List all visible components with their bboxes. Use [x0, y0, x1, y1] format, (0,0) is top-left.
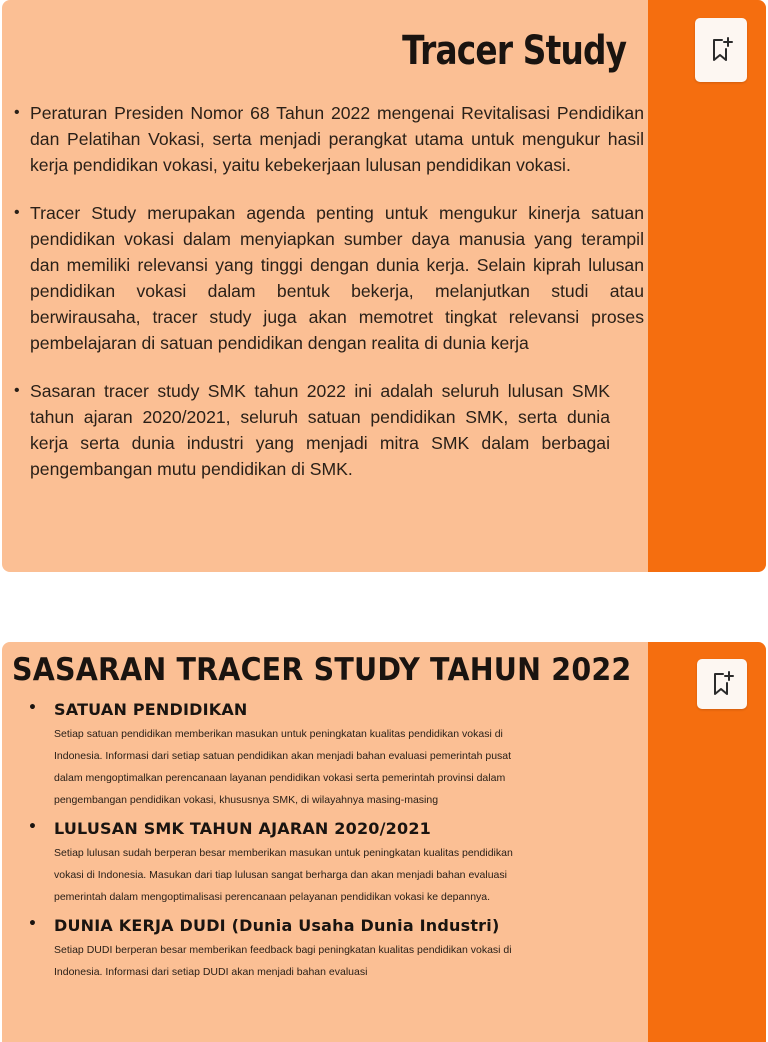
section-body: Setiap DUDI berperan besar memberikan feedback bagi peningkatan kualitas pendidikan vokasi di Indonesia. Informasi dari setiap DUDI akan menjadi bahan evaluasi — [54, 944, 512, 978]
section-heading: • SATUAN PENDIDIKAN — [24, 700, 544, 719]
accent-stripe — [648, 0, 766, 572]
bullet-item: • Peraturan Presiden Nomor 68 Tahun 2022 mengenai Revitalisasi Pendidikan dan Pelatihan Vokasi, serta menjadi perangkat utama untuk mengukur hasil kerja pendidikan vokasi, yaitu kebekerjaan lulusan pendidikan vokasi. — [14, 100, 644, 178]
slide-sasaran-tracer-study — [2, 642, 766, 1042]
section-lulusan-smk — [24, 819, 544, 908]
slide-title: SASARAN TRACER STUDY TAHUN 2022 — [12, 652, 632, 688]
bullet-list — [14, 100, 644, 504]
section-dunia-kerja-dudi — [24, 916, 544, 983]
section-heading: • LULUSAN SMK TAHUN AJARAN 2020/2021 — [24, 819, 544, 838]
bookmark-button[interactable] — [697, 659, 747, 709]
target-sections — [24, 700, 544, 991]
bookmark-button[interactable] — [695, 18, 747, 82]
section-satuan-pendidikan — [24, 700, 544, 811]
bookmark-add-icon — [710, 670, 734, 698]
section-body: Setiap satuan pendidikan memberikan masukan untuk peningkatan kualitas pendidikan vokasi di Indonesia. Informasi dari setiap satuan pendidikan akan menjadi bahan evaluasi pemerintah pusat dalam mengoptimalkan perencanaan layanan pendidikan vokasi serta pemerintah provinsi dalam pengembangan pendidikan vokasi, khususnya SMK, di wilayahnya masing-masing — [54, 728, 512, 806]
slide-title: Tracer Study — [401, 28, 626, 74]
bullet-item: • Tracer Study merupakan agenda penting untuk mengukur kinerja satuan pendidikan vokasi dalam menyiapkan sumber daya manusia yang terampil dan memiliki relevansi yang tinggi dengan dunia kerja. Selain kiprah lulusan pendidikan vokasi dalam bentuk bekerja, melanjutkan studi atau berwirausaha, tracer study juga akan memotret tingkat relevansi proses pembelajaran di satuan pendidikan dengan realita di dunia kerja — [14, 200, 644, 356]
bookmark-add-icon — [709, 36, 733, 64]
bullet-item: • Sasaran tracer study SMK tahun 2022 ini adalah seluruh lulusan SMK tahun ajaran 2020/2021, seluruh satuan pendidikan SMK, serta dunia kerja serta dunia industri yang menjadi mitra SMK dalam berbagai pengembangan mutu pendidikan di SMK. — [14, 378, 610, 482]
section-heading: • DUNIA KERJA DUDI (Dunia Usaha Dunia Industri) — [24, 916, 544, 935]
section-body: Setiap lulusan sudah berperan besar memberikan masukan untuk peningkatan kualitas pendidikan vokasi di Indonesia. Masukan dari tiap lulusan sangat berharga dan akan menjadi bahan evaluasi pemerintah dalam mengoptimalisasi perencanaan pelayanan pendidikan vokasi ke depannya. — [54, 847, 513, 903]
slide-tracer-study — [2, 0, 766, 572]
